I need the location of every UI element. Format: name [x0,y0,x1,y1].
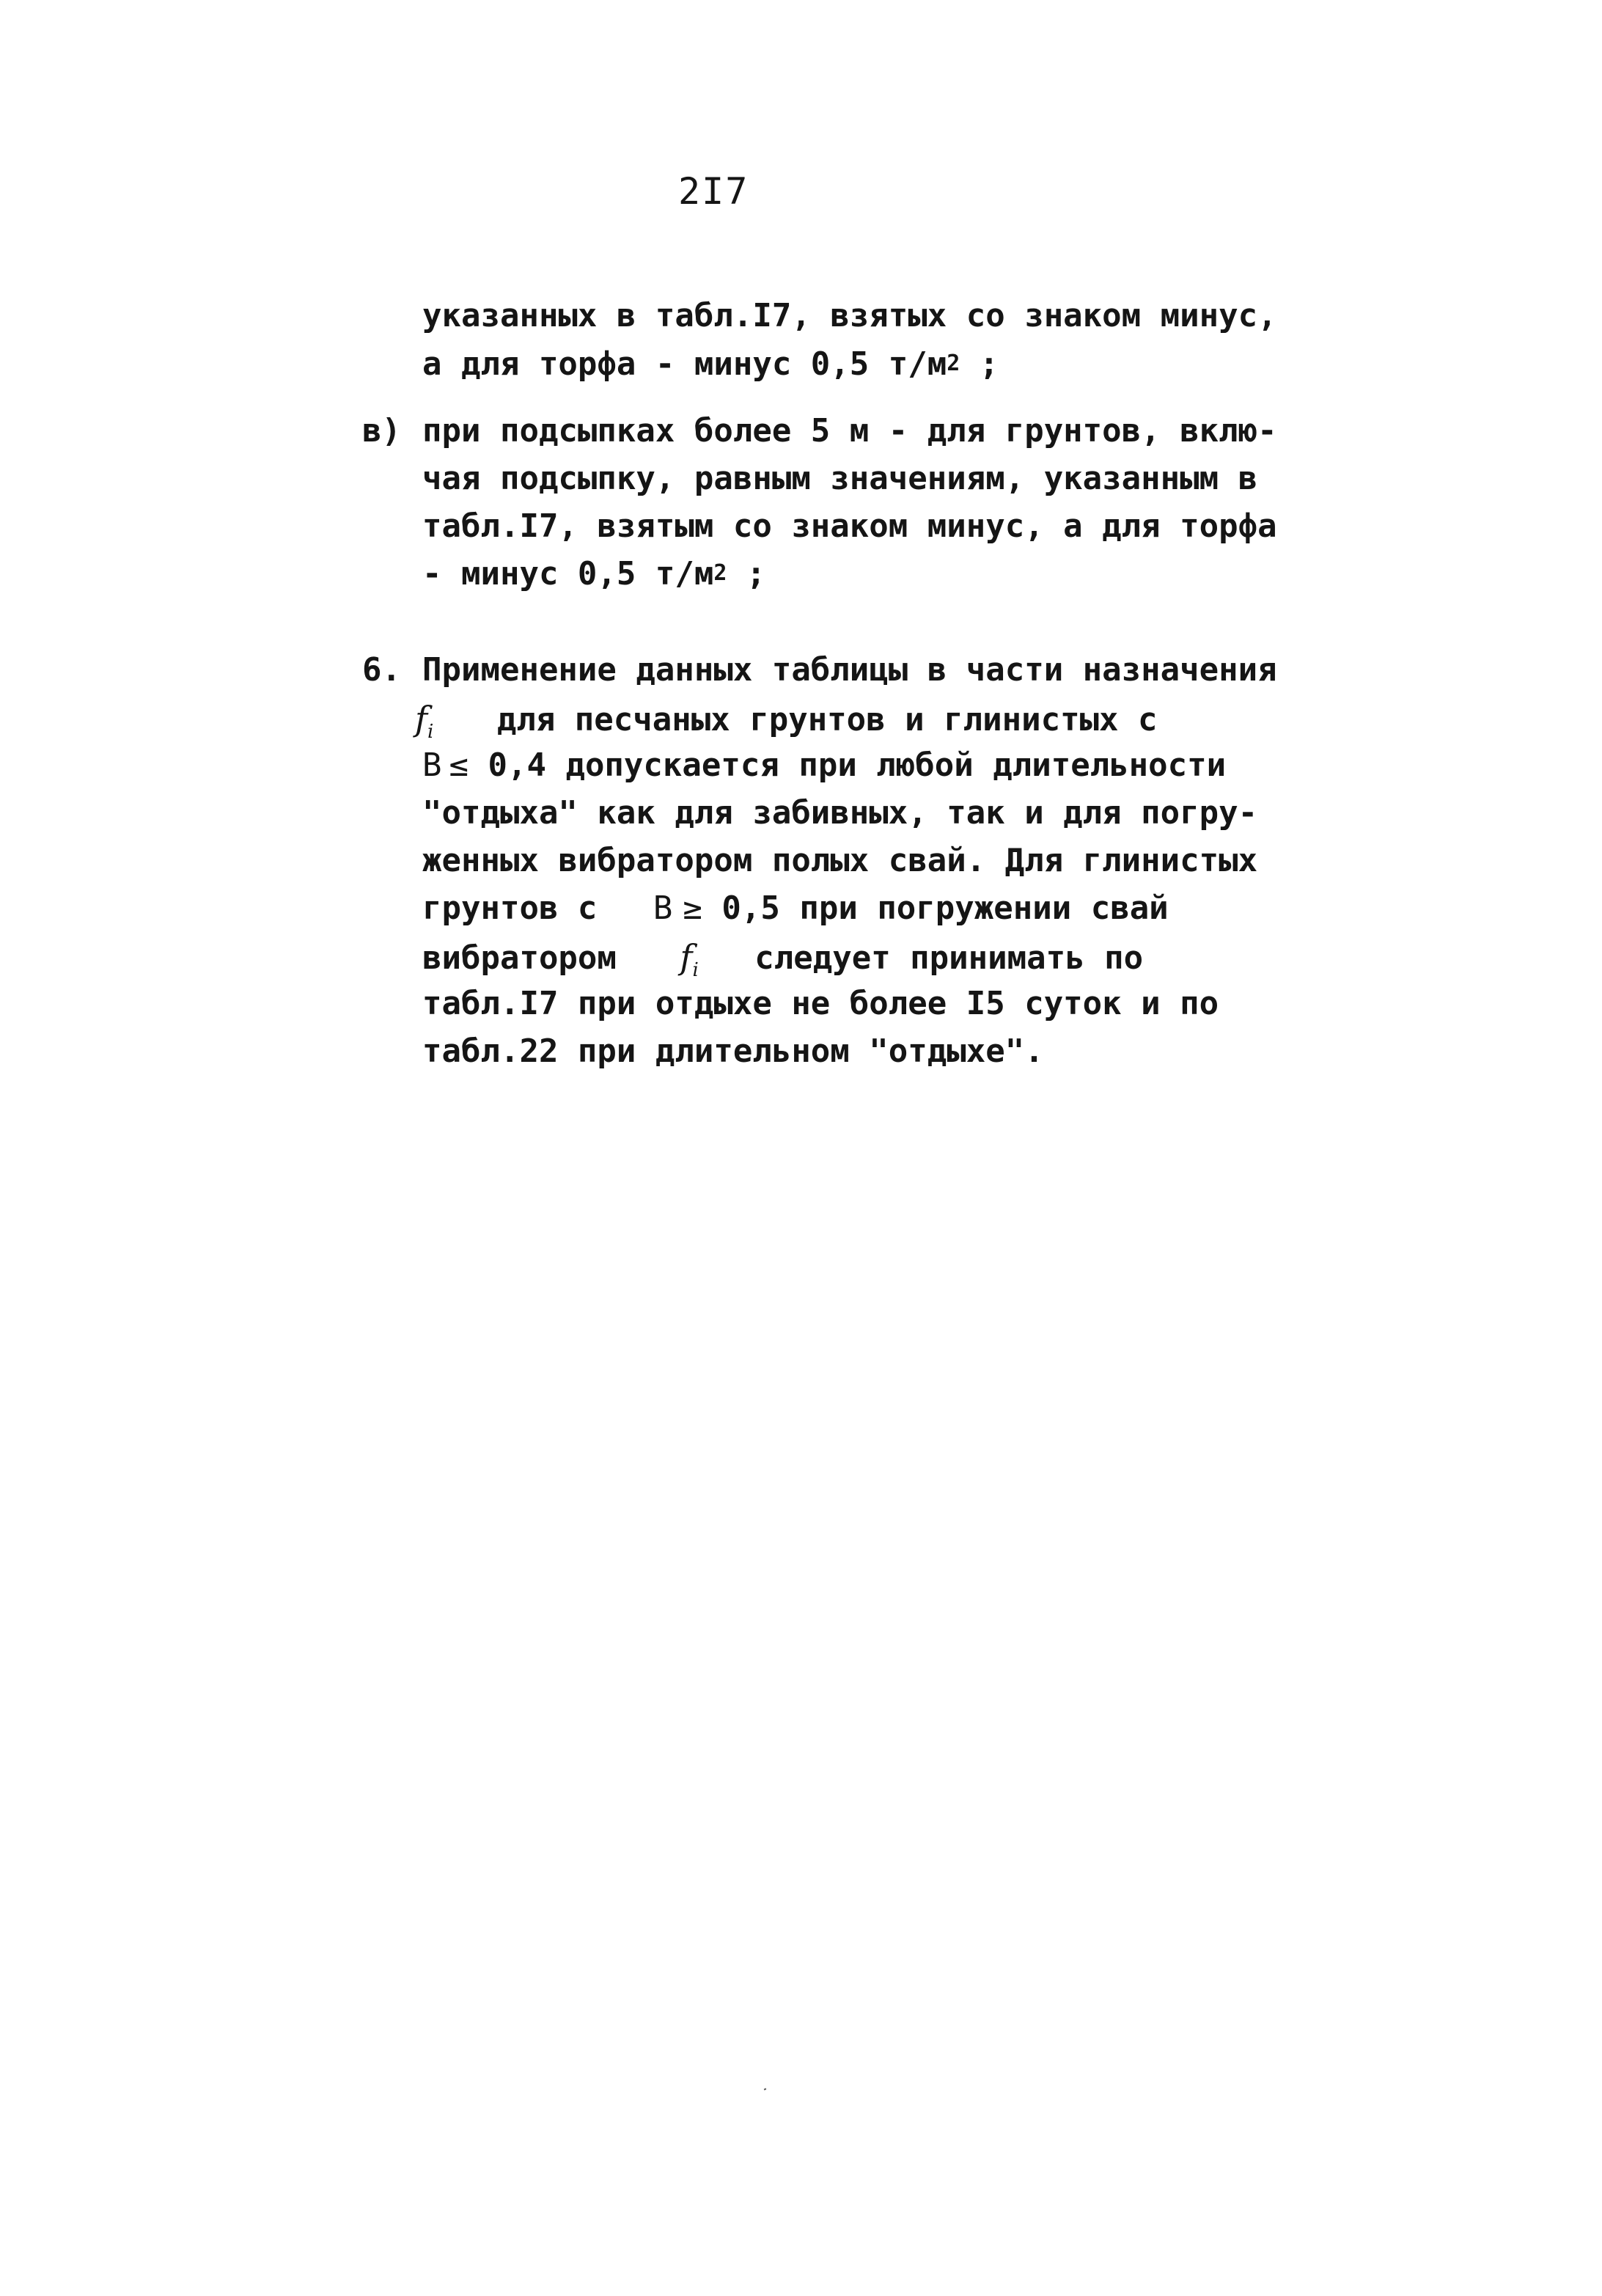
scan-speck [764,2088,767,2090]
greater-equal-operator: ≥ [683,890,702,927]
item-6-line-9: табл.22 при длительном "отдыхе". [422,1033,1044,1070]
item-6-line-3 [422,747,1226,784]
item-6-line-6-prefix: грунтов с [422,890,617,927]
item-6-line-6 [422,890,1169,927]
consistency-symbol: B [422,747,442,784]
friction-symbol: $f_i$ [680,937,699,982]
item-v-line-1: при подсыпках более 5 м - для грунтов, вклю- [422,412,1277,450]
item-6-line-7-text: следует принимать по [735,939,1144,977]
superscript-2: 2 [947,351,960,376]
item-6-line-5: женных вибратором полых свай. Для глинистых [422,842,1258,879]
item-6-line-3-text: 0,4 допускается при любой длительности [469,747,1227,784]
item-6-line-1: Применение данных таблицы в части назначения [422,651,1277,689]
less-equal-operator: ≤ [449,747,469,784]
continuation-line-1: указанных в табл.I7, взятых со знаком минус, [422,297,1277,334]
semicolon: ; [960,345,999,383]
item-6-marker: 6. [362,651,401,689]
item-v-line-4 [422,555,765,593]
item-6-line-2 [415,699,1158,743]
continuation-line-2-text: а для торфа - минус 0,5 т/м [422,345,947,383]
friction-symbol: $f_i$ [415,699,434,744]
item-6-line-8: табл.I7 при отдыхе не более I5 суток и по [422,985,1219,1022]
item-6-line-4: "отдыха" как для забивных, так и для погру- [422,794,1258,832]
item-6-line-7 [422,937,1143,981]
item-v-marker: в) [362,412,401,450]
item-v-line-2: чая подсыпку, равным значениям, указанным в [422,460,1258,497]
item-6-line-2-text: для песчаных грунтов и глинистых с [477,701,1158,738]
item-v-line-4-text: - минус 0,5 т/м [422,555,714,593]
item-6-line-6-text: 0,5 при погружении свай [702,890,1169,927]
semicolon: ; [727,555,766,593]
item-6-line-7-prefix: вибратором [422,939,636,977]
item-v-line-3: табл.I7, взятым со знаком минус, а для торфа [422,507,1277,545]
consistency-symbol: B [653,890,673,927]
continuation-line-2 [422,345,999,383]
superscript-2: 2 [713,560,727,586]
page-number: 2I7 [678,170,749,213]
